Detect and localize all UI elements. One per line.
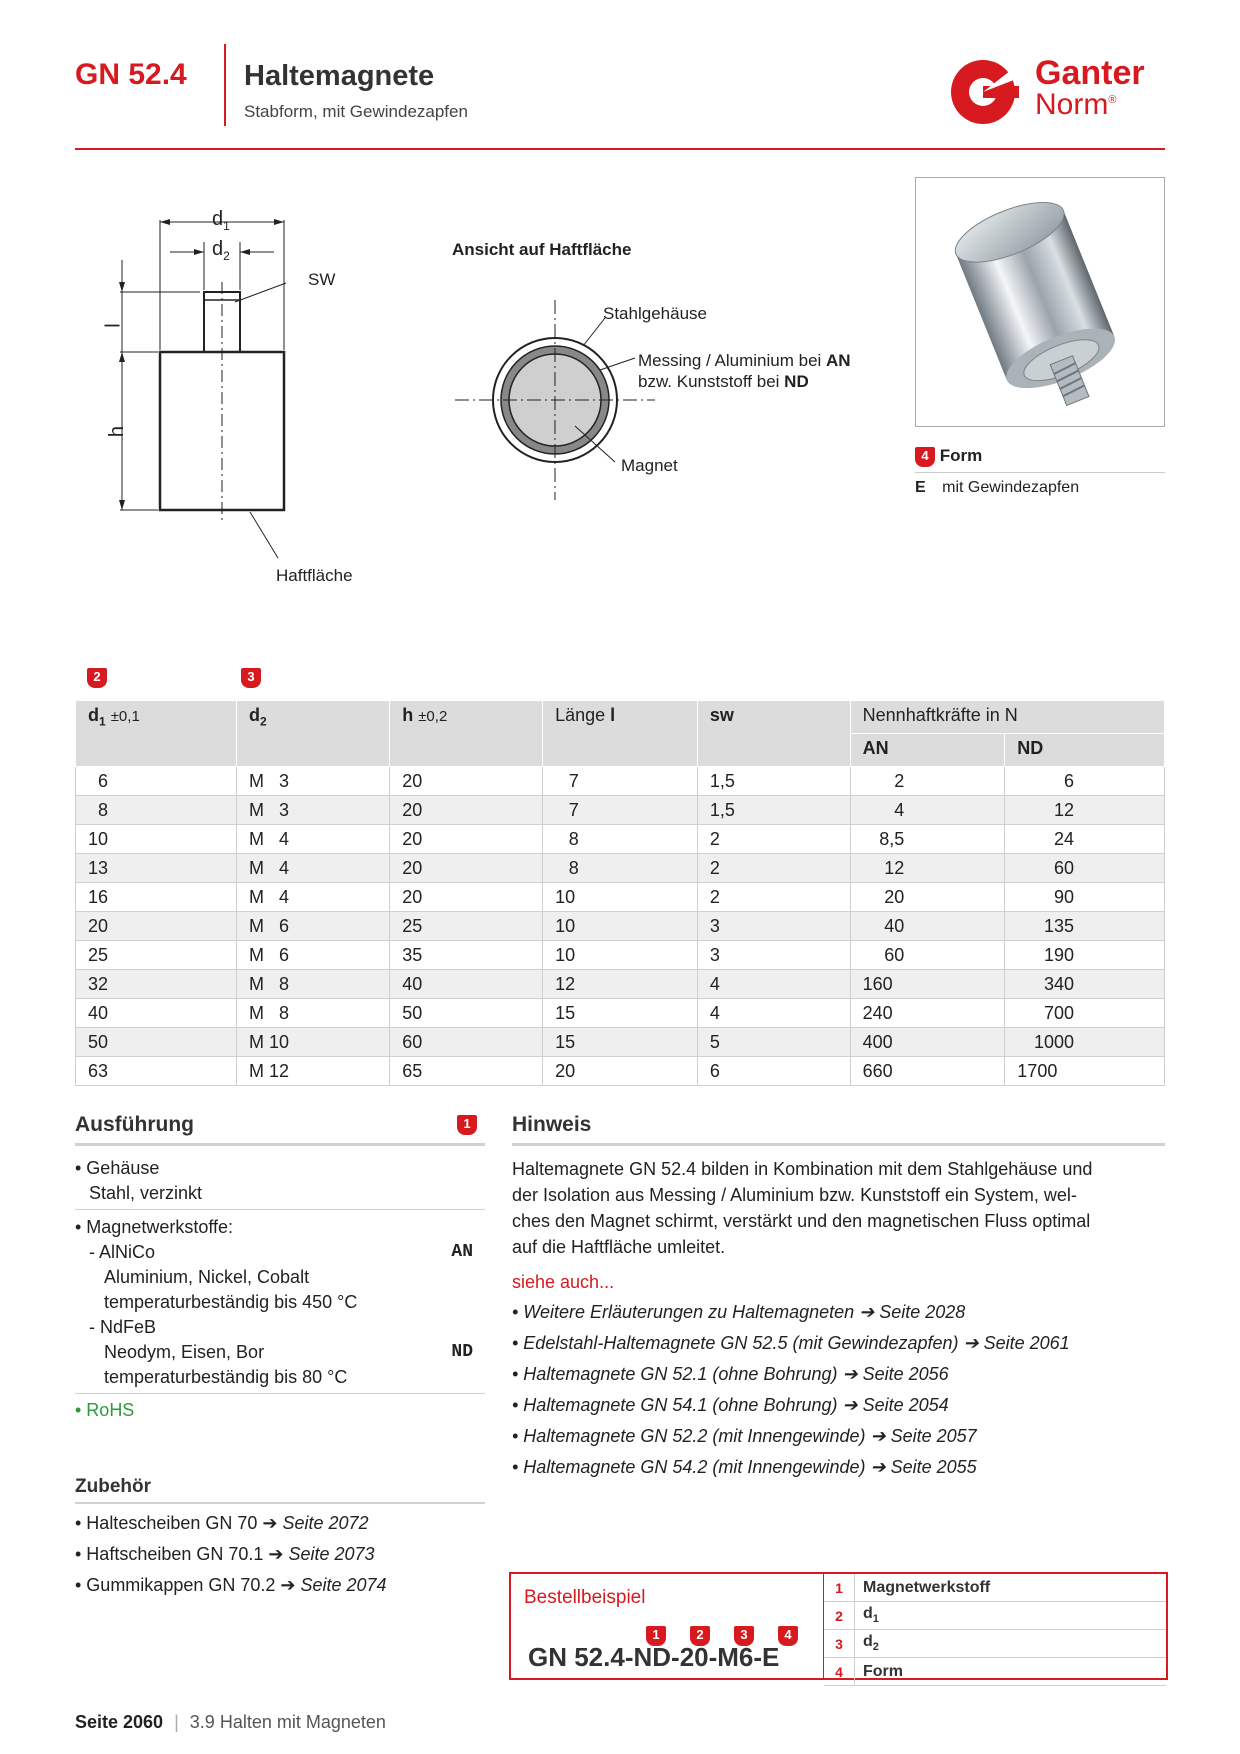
table-cell: 40 [850, 912, 1005, 941]
table-cell: 50 [76, 1028, 237, 1057]
table-cell: 20 [543, 1057, 698, 1086]
form-title: Form [939, 446, 983, 465]
table-cell: 60 [850, 941, 1005, 970]
hinweis-line: Haltemagnete GN 52.4 bilden in Kombination mit dem Stahlgehäuse und [512, 1159, 1093, 1179]
order-badge: 4 [778, 1626, 798, 1646]
table-cell: 240 [850, 999, 1005, 1028]
hinweis-section [512, 1113, 1165, 1483]
hinweis-rule [512, 1143, 1165, 1146]
chapter: 3.9 Halten mit Magneten [189, 1712, 386, 1732]
see-also-list [512, 1297, 1165, 1483]
form-section [915, 446, 1165, 497]
table-cell: M 8 [237, 970, 390, 999]
table-row [76, 825, 1165, 854]
messing-label: Messing / Aluminium bei AN bzw. Kunststoff bei ND [638, 351, 851, 391]
table-cell: 20 [390, 767, 543, 796]
hinweis-line: auf die Haftfläche umleitet. [512, 1237, 726, 1257]
gehaeuse-item: • Gehäuse Stahl, verzinkt [75, 1158, 203, 1203]
table-cell: 660 [850, 1057, 1005, 1086]
table-cell: 4 [697, 970, 850, 999]
order-badge: 3 [734, 1626, 754, 1646]
order-example-box [509, 1572, 1168, 1680]
ausfuehrung-title: Ausführung [75, 1113, 194, 1136]
dimensions-table [75, 700, 1165, 1086]
table-cell: 10 [543, 912, 698, 941]
divider [75, 1393, 485, 1394]
col-header-an: AN [850, 734, 1005, 767]
stahlgehaeuse-label: Stahlgehäuse [603, 304, 707, 323]
order-code: GN 52.4-ND-20-M6-E [528, 1642, 780, 1672]
table-cell: 340 [1005, 970, 1165, 999]
table-cell: M 4 [237, 883, 390, 912]
see-also-link[interactable]: • Haltemagnete GN 52.1 (ohne Bohrung) ➔ Seite 2056 [512, 1364, 949, 1384]
col-header-d2: $d_2$ [237, 701, 390, 767]
table-cell: 20 [390, 883, 543, 912]
zubehoer-item[interactable]: • Haftscheiben GN 70.1 ➔ Seite 2073 [75, 1544, 375, 1564]
zubehoer-item[interactable]: • Gummikappen GN 70.2 ➔ Seite 2074 [75, 1575, 387, 1595]
zubehoer-section [75, 1476, 485, 1601]
table-cell: 700 [1005, 999, 1165, 1028]
table-cell: 6 [697, 1057, 850, 1086]
see-also-link[interactable]: • Haltemagnete GN 54.1 (ohne Bohrung) ➔ Seite 2054 [512, 1395, 949, 1415]
ausfuehrung-rule [75, 1143, 485, 1146]
table-cell: 10 [543, 941, 698, 970]
see-also-link[interactable]: • Haltemagnete GN 54.2 (mit Innengewinde) ➔ Seite 2055 [512, 1457, 977, 1477]
table-cell: 50 [390, 999, 543, 1028]
table-cell: 40 [390, 970, 543, 999]
table-row [76, 767, 1165, 796]
product-code: GN 52.4 [75, 58, 187, 91]
order-example-left [511, 1574, 824, 1678]
table-cell: 8 [76, 796, 237, 825]
table-cell: 3 [697, 912, 850, 941]
table-cell: 60 [390, 1028, 543, 1057]
order-badge: 2 [690, 1626, 710, 1646]
col-header-nennhaftkraefte: Nennhaftkräfte in N [850, 701, 1164, 734]
table-cell: 20 [390, 854, 543, 883]
table-cell: 32 [76, 970, 237, 999]
hinweis-text [512, 1156, 1165, 1260]
table-cell: 8 [543, 825, 698, 854]
ganter-logo [945, 52, 1145, 137]
table-cell: 7 [543, 767, 698, 796]
order-title: Bestellbeispiel [524, 1587, 646, 1608]
table-row [76, 999, 1165, 1028]
side-view-drawing [100, 200, 400, 600]
table-cell: M 8 [237, 999, 390, 1028]
table-cell: M 4 [237, 854, 390, 883]
col-header-d1: $d_1 \pm 0,1$ [76, 701, 237, 767]
table-cell: M 10 [237, 1028, 390, 1057]
table-cell: 20 [390, 796, 543, 825]
table-cell: 1000 [1005, 1028, 1165, 1057]
table-cell: 20 [76, 912, 237, 941]
logo-text-ganter: Ganter [1035, 54, 1145, 92]
code-an: AN [451, 1242, 473, 1262]
table-cell: 10 [76, 825, 237, 854]
product-photo [915, 177, 1165, 427]
hinweis-line: der Isolation aus Messing / Aluminium bzw. Kunststoff ein System, wel- [512, 1185, 1077, 1205]
table-cell: 7 [543, 796, 698, 825]
siehe-auch: siehe auch... [512, 1272, 615, 1292]
table-cell: 35 [390, 941, 543, 970]
badge-d2: 3 [241, 668, 261, 688]
table-cell: M 6 [237, 941, 390, 970]
table-cell: 20 [850, 883, 1005, 912]
order-legend-row: 2 $d_1$ [824, 1602, 1166, 1630]
dim-h-label: h [106, 425, 129, 438]
hinweis-line: ches den Magnet schirmt, verstärkt und den magnetischen Fluss optimal [512, 1211, 1091, 1231]
order-legend [824, 1574, 1166, 1686]
hinweis-title: Hinweis [512, 1113, 592, 1136]
zubehoer-rule [75, 1502, 485, 1504]
table-row [76, 883, 1165, 912]
zubehoer-item[interactable]: • Haltescheiben GN 70 ➔ Seite 2072 [75, 1513, 369, 1533]
table-cell: 16 [76, 883, 237, 912]
table-cell: 3 [697, 941, 850, 970]
table-row [76, 854, 1165, 883]
header-rule [75, 148, 1165, 150]
table-cell: M 6 [237, 912, 390, 941]
magnet-photo-image [916, 178, 1164, 426]
form-desc: mit Gewindezapfen [942, 479, 1080, 496]
form-badge: 4 [915, 447, 935, 467]
page-number: Seite 2060 [75, 1712, 164, 1732]
table-cell: 2 [697, 854, 850, 883]
dim-d2-label: $d_2$ [212, 238, 230, 263]
table-cell: 400 [850, 1028, 1005, 1057]
table-cell: 5 [697, 1028, 850, 1057]
table-cell: 12 [543, 970, 698, 999]
table-cell: 60 [1005, 854, 1165, 883]
table-cell: 25 [76, 941, 237, 970]
haftflaeche-label: Haftfläche [276, 566, 353, 585]
table-cell: 90 [1005, 883, 1165, 912]
code-nd: ND [451, 1342, 473, 1362]
table-cell: 13 [76, 854, 237, 883]
table-cell: 65 [390, 1057, 543, 1086]
view-title: Ansicht auf Haftfläche [452, 240, 632, 259]
divider [75, 1209, 485, 1210]
table-cell: 8,5 [850, 825, 1005, 854]
page-subtitle: Stabform, mit Gewindezapfen [244, 102, 468, 121]
order-legend-row: 3 $d_2$ [824, 1630, 1166, 1658]
header-divider [224, 44, 226, 126]
see-also-link[interactable]: • Weitere Erläuterungen zu Haltemagneten ➔ Seite 2028 [512, 1302, 966, 1322]
table-cell: 24 [1005, 825, 1165, 854]
table-cell: 2 [697, 825, 850, 854]
table-cell: 1,5 [697, 767, 850, 796]
table-cell: 15 [543, 1028, 698, 1057]
col-header-sw: sw [697, 701, 850, 767]
table-cell: 12 [850, 854, 1005, 883]
table-cell: 4 [697, 999, 850, 1028]
table-cell: 135 [1005, 912, 1165, 941]
badge-d1: 2 [87, 668, 107, 688]
see-also-link[interactable]: • Haltemagnete GN 52.2 (mit Innengewinde) ➔ Seite 2057 [512, 1426, 977, 1446]
ausfuehrung-badge: 1 [457, 1115, 477, 1135]
order-badge: 1 [646, 1626, 666, 1646]
table-cell: M 3 [237, 767, 390, 796]
table-cell: 15 [543, 999, 698, 1028]
table-row [76, 1028, 1165, 1057]
page-title: Haltemagnete [244, 60, 435, 92]
table-cell: 6 [76, 767, 237, 796]
col-header-h: h ±0,2 [390, 701, 543, 767]
table-cell: 2 [697, 883, 850, 912]
table-row [76, 970, 1165, 999]
magnet-label: Magnet [621, 456, 678, 475]
table-cell: M 3 [237, 796, 390, 825]
dim-l-label: l [102, 323, 125, 328]
footer: Seite 2060 | 3.9 Halten mit Magneten [75, 1712, 386, 1732]
table-row [76, 912, 1165, 941]
magnetwerkstoffe-item: • Magnetwerkstoffe: - AlNiCo AN Aluminium, Nickel, Cobalt temperaturbeständig bis 450 °C - NdFeB ND Neodym, Eisen, Bor temperaturbeständig bis 80 °C [75, 1217, 473, 1387]
dim-d1-label: $d_1$ [212, 208, 230, 233]
col-header-laenge: Länge l [543, 701, 698, 767]
col-header-nd: ND [1005, 734, 1165, 767]
table-row [76, 796, 1165, 825]
table-cell: 160 [850, 970, 1005, 999]
table-cell: 2 [850, 767, 1005, 796]
form-code: E [915, 479, 926, 496]
table-cell: 10 [543, 883, 698, 912]
table-cell: 6 [1005, 767, 1165, 796]
table-cell: 4 [850, 796, 1005, 825]
form-header [915, 446, 1165, 473]
table-cell: M 12 [237, 1057, 390, 1086]
table-row [76, 941, 1165, 970]
form-row [915, 479, 1165, 497]
zubehoer-list [75, 1508, 485, 1601]
table-cell: 1700 [1005, 1057, 1165, 1086]
table-body [76, 767, 1165, 1086]
rohs-item: • RoHS [75, 1400, 135, 1420]
dim-sw-label: SW [308, 270, 336, 289]
table-cell: 12 [1005, 796, 1165, 825]
zubehoer-title: Zubehör [75, 1476, 151, 1497]
logo-text-norm: Norm® [1035, 88, 1117, 121]
table-cell: M 4 [237, 825, 390, 854]
table-cell: 63 [76, 1057, 237, 1086]
order-legend-row: 4 Form [824, 1658, 1166, 1686]
table-row [76, 1057, 1165, 1086]
table-cell: 40 [76, 999, 237, 1028]
table-cell: 190 [1005, 941, 1165, 970]
table-cell: 25 [390, 912, 543, 941]
ausfuehrung-section [75, 1113, 485, 1423]
table-cell: 1,5 [697, 796, 850, 825]
table-cell: 8 [543, 854, 698, 883]
see-also-link[interactable]: • Edelstahl-Haltemagnete GN 52.5 (mit Gewindezapfen) ➔ Seite 2061 [512, 1333, 1070, 1353]
table-cell: 20 [390, 825, 543, 854]
order-legend-row: 1 Magnetwerkstoff [824, 1574, 1166, 1602]
ganter-logo-icon [945, 52, 1025, 132]
